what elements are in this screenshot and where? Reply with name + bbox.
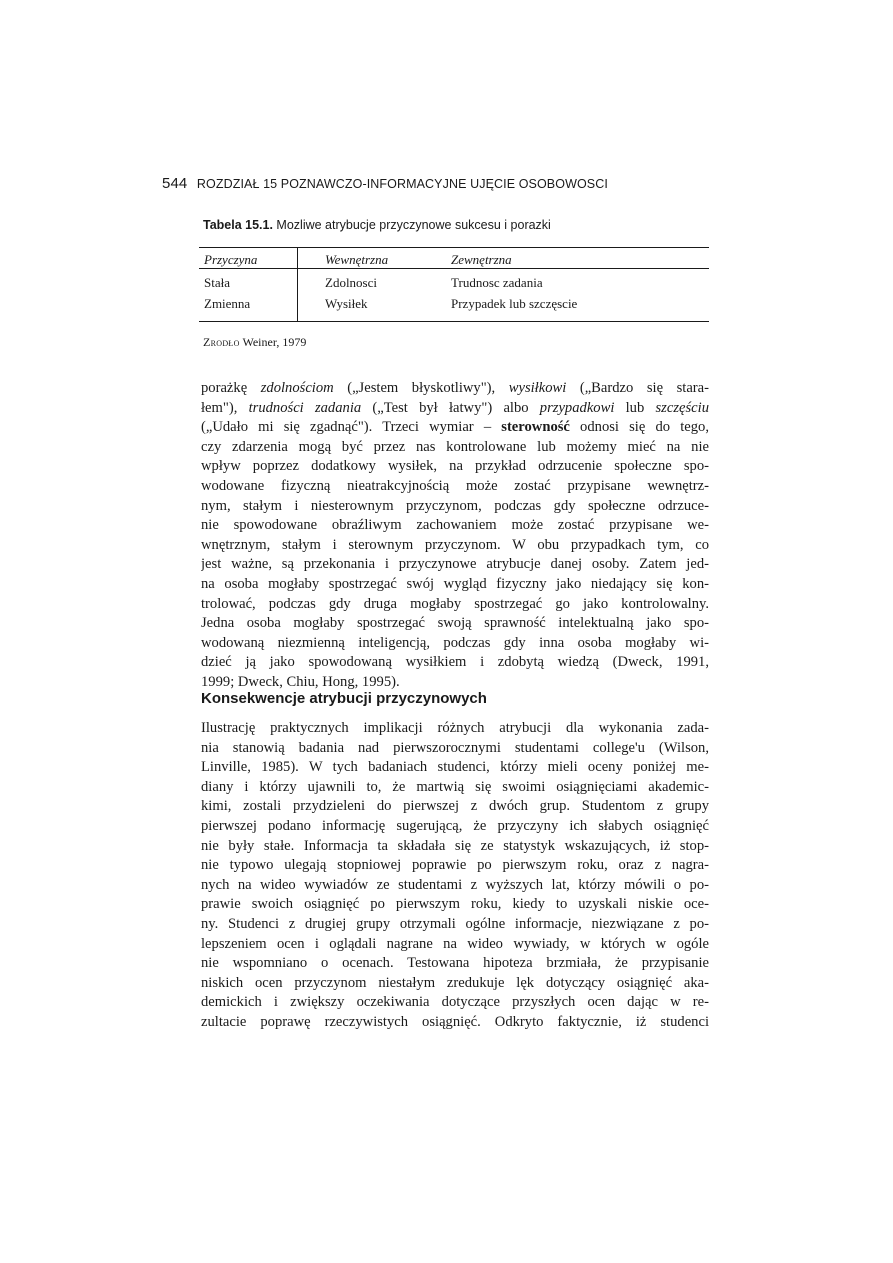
table-caption-label: Tabela 15.1. xyxy=(203,218,273,232)
table-cell: Przypadek lub szczęscie xyxy=(451,296,578,311)
text-line xyxy=(201,555,709,575)
text-run: trolować, podczas gdy druga mogłaby spostrzegać go jako kontrolowalny. xyxy=(201,595,709,612)
text-line: niskich ocen przyczynom niestałym zredukuje lęk dotyczący osiągnięć aka- xyxy=(201,974,709,991)
text-run: dzieć ją jako spowodowaną wysiłkiem i zdobytą wiedzą (Dweck, 1991, xyxy=(201,654,709,671)
page-number: 544 xyxy=(162,175,188,192)
text-line xyxy=(201,497,709,517)
text-run: 1999; Dweck, Chiu, Hong, 1995). xyxy=(201,673,400,690)
source-label: Zrodło xyxy=(203,335,240,349)
text-run: („Jestem błyskotliwy"), xyxy=(333,380,509,396)
text-line xyxy=(201,595,709,615)
text-run: jest ważne, są przekonania i przyczynowe atrybucje danej osoby. Zatem jed- xyxy=(201,556,709,573)
table-top-rule xyxy=(199,247,709,248)
text-line: diany i którzy ujawnili to, że martwią się swoimi osiągnięciami akademic- xyxy=(201,778,709,795)
table-cell: Zmienna xyxy=(204,296,251,311)
text-line: Linville, 1985). W tych badaniach studenci, którzy mieli oceny poniżej me- xyxy=(201,759,709,776)
text-line: kimi, zostali przydzieleni do pierwszej z dwóch grup. Studentom z grupy xyxy=(201,798,709,815)
italic-term: wysiłkowi xyxy=(508,380,567,396)
text-run: wpływ poprzez dodatkowy wysiłek, na przykład odrzucenie społeczne spo- xyxy=(201,458,709,475)
source-citation: Weiner, 1979 xyxy=(239,335,307,349)
table-caption-text: Mozliwe atrybucje przyczynowe sukcesu i porazki xyxy=(272,218,551,232)
body-paragraph-2 xyxy=(201,719,709,1033)
chapter-running-title: ROZDZIAŁ 15 POZNAWCZO-INFORMACYJNE UJĘCIE OSOBOWOSCI xyxy=(196,177,608,191)
text-run: nie spowodowane obraźliwym zachowaniem może zostać przypisane we- xyxy=(201,517,709,534)
text-run: wodowaną niezmienną inteligencją, podczas gdy inna osoba mogłaby wi- xyxy=(201,634,709,651)
text-line xyxy=(201,438,709,458)
text-run: lub xyxy=(614,399,656,416)
text-run: na osoba mogłaby spostrzegać swój wygląd fizyczny jako niedający się kon- xyxy=(201,575,709,592)
text-line xyxy=(201,653,709,673)
text-run: łem"), xyxy=(201,399,249,416)
column-header-internal: Wewnętrzna xyxy=(325,252,389,267)
text-line: nych na wideo wywiadów ze studentami z wyższych lat, którzy mówili o po- xyxy=(201,876,709,893)
text-line: nie były stałe. Informacja ta składała się ze statystyk wskazujących, iż stop- xyxy=(201,837,709,854)
text-line xyxy=(201,634,709,654)
text-line: lepszeniem ocen i oglądali nagrane na wideo wywiady, w których w ogóle xyxy=(201,935,709,952)
bold-term: sterowność xyxy=(501,419,570,436)
table-column-divider xyxy=(297,247,298,322)
running-header xyxy=(162,175,608,192)
text-line xyxy=(201,399,709,419)
italic-term: przypadkowi xyxy=(539,399,615,416)
column-header-external: Zewnętrzna xyxy=(451,252,512,267)
text-line xyxy=(201,575,709,595)
text-line: Ilustrację praktycznych implikacji różnych atrybucji dla wykonania zada- xyxy=(201,720,709,736)
text-line xyxy=(201,614,709,634)
text-line: nie typowo ulegają stopniowej poprawie po pierwszym roku, oraz z nagra- xyxy=(201,857,709,874)
column-header-cause: Przyczyna xyxy=(204,252,258,267)
text-line: nia stanowią badania nad pierwszorocznymi studentami college'u (Wilson, xyxy=(201,739,709,756)
text-line: prawie swoich osiągnięć po pierwszym roku, kiedy to uzyskali niskie oce- xyxy=(201,896,709,913)
table-cell: Trudnosc zadania xyxy=(451,275,543,290)
table-cell: Zdolnosci xyxy=(325,275,377,290)
italic-term: trudności zadania xyxy=(248,399,362,416)
italic-term: szczęściu xyxy=(655,399,709,416)
text-run: („Bardzo się stara- xyxy=(566,380,709,396)
text-run: odnosi się do tego, xyxy=(569,419,709,436)
text-run: („Udało mi się zgadnąć"). Trzeci wymiar – xyxy=(201,419,502,436)
text-run: czy zdarzenia mogą być przez nas kontrolowane lub możemy mieć na nie xyxy=(201,438,709,455)
attribution-table xyxy=(199,247,709,322)
text-line xyxy=(201,536,709,556)
text-run: wnętrznym, stałym i sterownym przyczynom. W obu przypadkach tym, co xyxy=(201,536,709,553)
text-run: wodowane fizyczną nieatrakcyjnością może zostać przypisane wewnętrz- xyxy=(201,477,709,494)
table-bottom-rule xyxy=(199,321,709,322)
table-cell: Stała xyxy=(204,275,230,290)
text-line xyxy=(201,379,709,399)
table-cell: Wysiłek xyxy=(325,296,368,311)
text-run: porażkę xyxy=(201,380,261,396)
text-line: ny. Studenci z drugiej grupy otrzymali ogólne informacje, niezwiązane z po- xyxy=(201,915,709,932)
table-source xyxy=(203,335,306,350)
text-line xyxy=(201,516,709,536)
text-line: zultacie poprawę rzeczywistych osiągnięć. Odkryto faktycznie, iż studenci xyxy=(201,1013,709,1030)
text-line xyxy=(201,477,709,497)
text-run: nym, stałym i niesterownym przyczynom, podczas gdy społeczne odrzuce- xyxy=(201,497,709,514)
table-caption xyxy=(203,218,551,232)
table-header-rule xyxy=(199,268,709,269)
text-line xyxy=(201,457,709,477)
text-run: („Test był łatwy") albo xyxy=(361,399,540,416)
text-run: Jedna osoba mogłaby spostrzegać swoją sprawność intelektualną jako spo- xyxy=(201,615,709,632)
section-subheading: Konsekwencje atrybucji przyczynowych xyxy=(201,690,487,707)
text-line: pierwszej podano informację sugerującą, że przyczyny ich słabych osiągnięć xyxy=(201,817,709,834)
text-line: demickich i zwiększy oczekiwania dotyczące przyszłych ocen dając w re- xyxy=(201,994,709,1011)
text-line xyxy=(201,418,709,438)
text-line: nie wspomniano o ocenach. Testowana hipoteza brzmiała, że przypisanie xyxy=(201,955,709,972)
italic-term: zdolnościom xyxy=(260,380,334,396)
body-paragraph-1 xyxy=(201,379,709,693)
